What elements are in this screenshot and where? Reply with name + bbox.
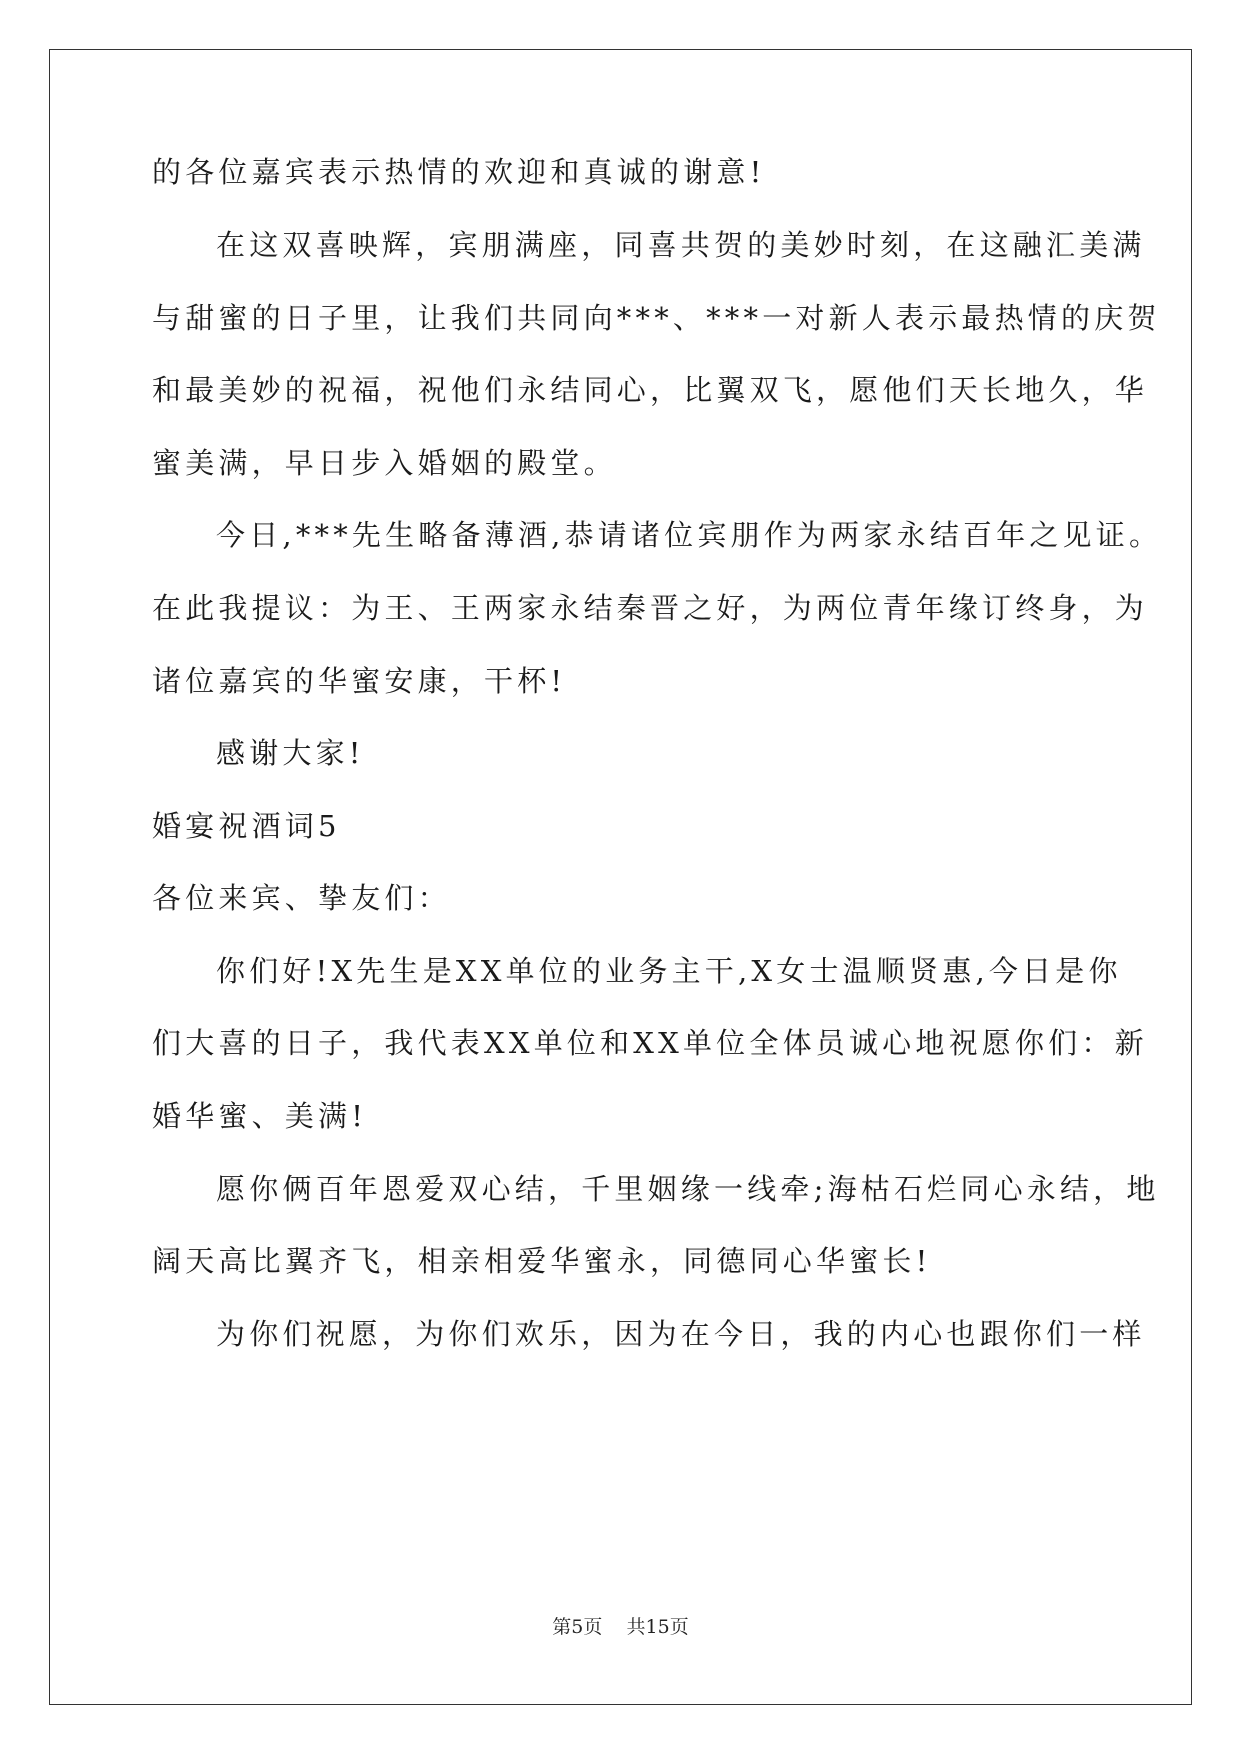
text-line-2: 在这双喜映辉，宾朋满座，同喜共贺的美妙时刻，在这融汇美满 (216, 228, 1146, 262)
page-footer (0, 1614, 1241, 1640)
text-line-5: 蜜美满，早日步入婚姻的殿堂。 (152, 446, 617, 480)
text-line-7: 在此我提议：为王、王两家永结秦晋之好，为两位青年缘订终身，为 (152, 591, 1149, 625)
text-line-9: 感谢大家! (216, 736, 365, 770)
text-line-15: 愿你俩百年恩爱双心结，千里姻缘一线牵;海枯石烂同心永结，地 (216, 1172, 1160, 1206)
text-line-13: 们大喜的日子，我代表XX单位和XX单位全体员诚心地祝愿你们：新 (152, 1026, 1148, 1060)
text-line-1: 的各位嘉宾表示热情的欢迎和真诚的谢意! (152, 155, 766, 189)
text-line-11: 各位来宾、挚友们： (152, 881, 451, 915)
text-line-8: 诸位嘉宾的华蜜安康，干杯! (152, 664, 567, 698)
text-line-17: 为你们祝愿，为你们欢乐，因为在今日，我的内心也跟你们一样 (216, 1317, 1146, 1351)
text-line-4: 和最美妙的祝福，祝他们永结同心，比翼双飞，愿他们天长地久，华 (152, 373, 1149, 407)
text-line-6: 今日,***先生略备薄酒,恭请诸位宾朋作为两家永结百年之见证。 (216, 518, 1163, 552)
text-line-12: 你们好!X先生是XX单位的业务主干,X女士温顺贤惠,今日是你 (216, 954, 1122, 988)
section-heading: 婚宴祝酒词5 (152, 809, 341, 843)
text-line-3: 与甜蜜的日子里，让我们共同向***、***一对新人表示最热情的庆贺 (152, 301, 1161, 335)
page-total: 共15页 (626, 1616, 689, 1638)
page-number: 第5页 (552, 1616, 603, 1638)
text-line-16: 阔天高比翼齐飞，相亲相爱华蜜永，同德同心华蜜长! (152, 1244, 932, 1278)
text-line-14: 婚华蜜、美满! (152, 1099, 368, 1133)
